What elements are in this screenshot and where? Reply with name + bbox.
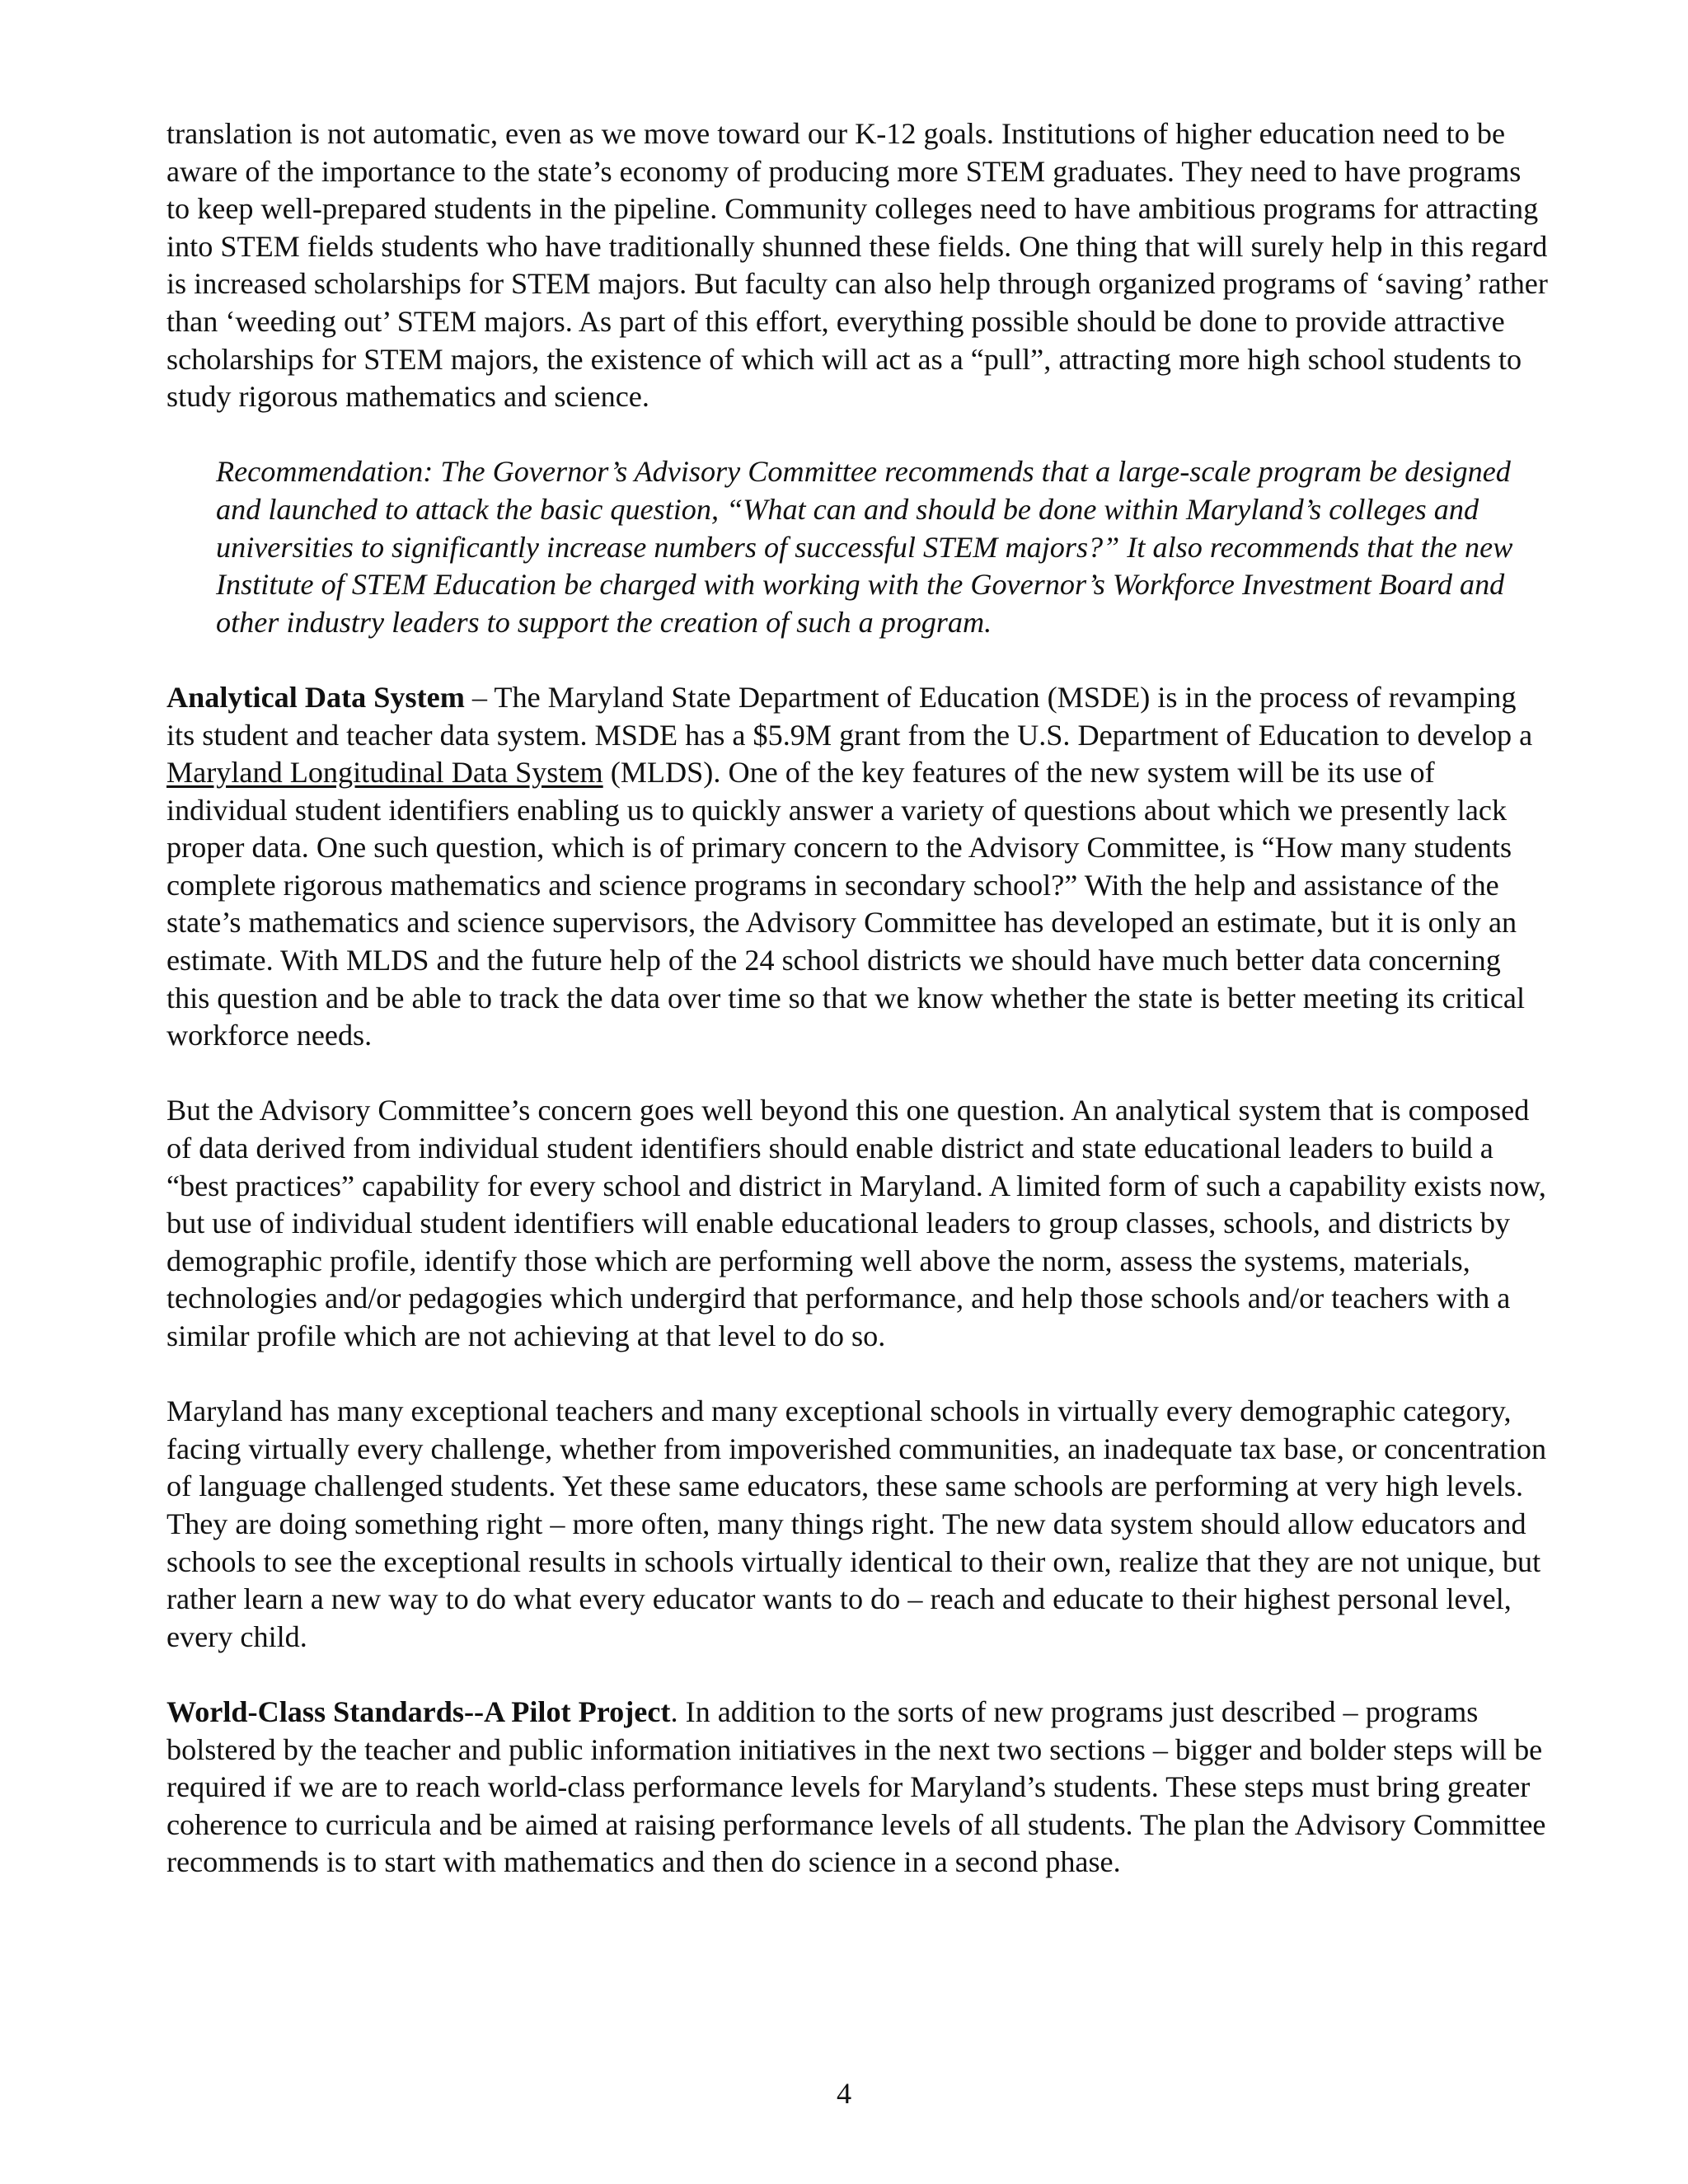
world-class-heading: World-Class Standards--A Pilot Project [166,1694,671,1728]
world-class-text: . In addition to the sorts of new programs just described – programs bolstered by the teacher and public information initiatives in the next two sections – bigger and bolder steps will be required if we are to reach world-class performance levels for Maryland’s students. These steps must bring greater coherence to curricula and be aimed at raising performance levels of all students. The plan the Advisory Committee recommends is to start with mathematics and then do science in a second phase. [166,1694,1546,1879]
page-body [166,115,1551,1919]
concern-paragraph: But the Advisory Committee’s concern goes well beyond this one question. An analytical system that is composed of data derived from individual student identifiers should enable district and state educational leaders to build a “best practices” capability for every school and district in Maryland. A limited form of such a capability exists now, but use of individual student identifiers will enable educational leaders to group classes, schools, and districts by demographic profile, identify those which are performing well above the norm, assess the systems, materials, technologies and/or pedagogies which undergird that performance, and help those schools and/or teachers with a similar profile which are not achieving at that level to do so. [166,1094,1546,1352]
recommendation-paragraph: Recommendation: The Governor’s Advisory Committee recommends that a large-scale program be designed and launched to attack the basic question, “What can and should be done within Maryland’s colleges and universities to significantly increase numbers of successful STEM majors?” It also recommends that the new Institute of STEM Education be charged with working with the Governor’s Workforce Investment Board and other industry leaders to support the creation of such a program. [216,455,1513,639]
data-system-text-after-link: (MLDS). One of the key features of the new system will be its use of individual student identifiers enabling us to quickly answer a variety of questions about which we presently lack proper data. One such question, which is of primary concern to the Advisory Committee, is “How many students complete rigorous mathematics and science programs in secondary school?” With the help and assistance of the state’s mathematics and science supervisors, the Advisory Committee has developed an estimate, but it is only an estimate. With MLDS and the future help of the 24 school districts we should have much better data concerning this question and be able to track the data over time so that we know whether the state is better meeting its critical workforce needs. [166,756,1526,1052]
intro-paragraph: translation is not automatic, even as we move toward our K-12 goals. Institutions of higher education need to be aware of the importance to the state’s economy of producing more STEM graduates. They need to have programs to keep well-prepared students in the pipeline. Community colleges need to have ambitious programs for attracting into STEM fields students who have traditionally shunned these fields. One thing that will surely help in this regard is increased scholarships for STEM majors. But faculty can also help through organized programs of ‘saving’ rather than ‘weeding out’ STEM majors. As part of this effort, everything possible should be done to provide attractive scholarships for STEM majors, the existence of which will act as a “pull”, attracting more high school students to study rigorous mathematics and science. [166,117,1548,414]
data-system-heading: Analytical Data System [166,680,465,714]
data-system-paragraph [166,679,1551,1055]
mlds-link[interactable]: Maryland Longitudinal Data System [166,756,603,790]
data-system-text-before-link: – The Maryland State Department of Education (MSDE) is in the process of revamping its student and teacher data system. MSDE has a $5.9M grant from the U.S. Department of Education to develop a [166,680,1533,752]
page-number: 4 [836,2077,852,2110]
teachers-paragraph: Maryland has many exceptional teachers and many exceptional schools in virtually every demographic category, facing virtually every challenge, whether from impoverished communities, an inadequate tax base, or concentration of language challenged students. Yet these same educators, these same schools are performing at very high levels. They are doing something right – more often, many things right. The new data system should allow educators and schools to see the exceptional results in schools virtually identical to their own, realize that they are not unique, but rather learn a new way to do what every educator wants to do – reach and educate to their highest personal level, every child. [166,1394,1547,1653]
world-class-paragraph [166,1694,1551,1882]
